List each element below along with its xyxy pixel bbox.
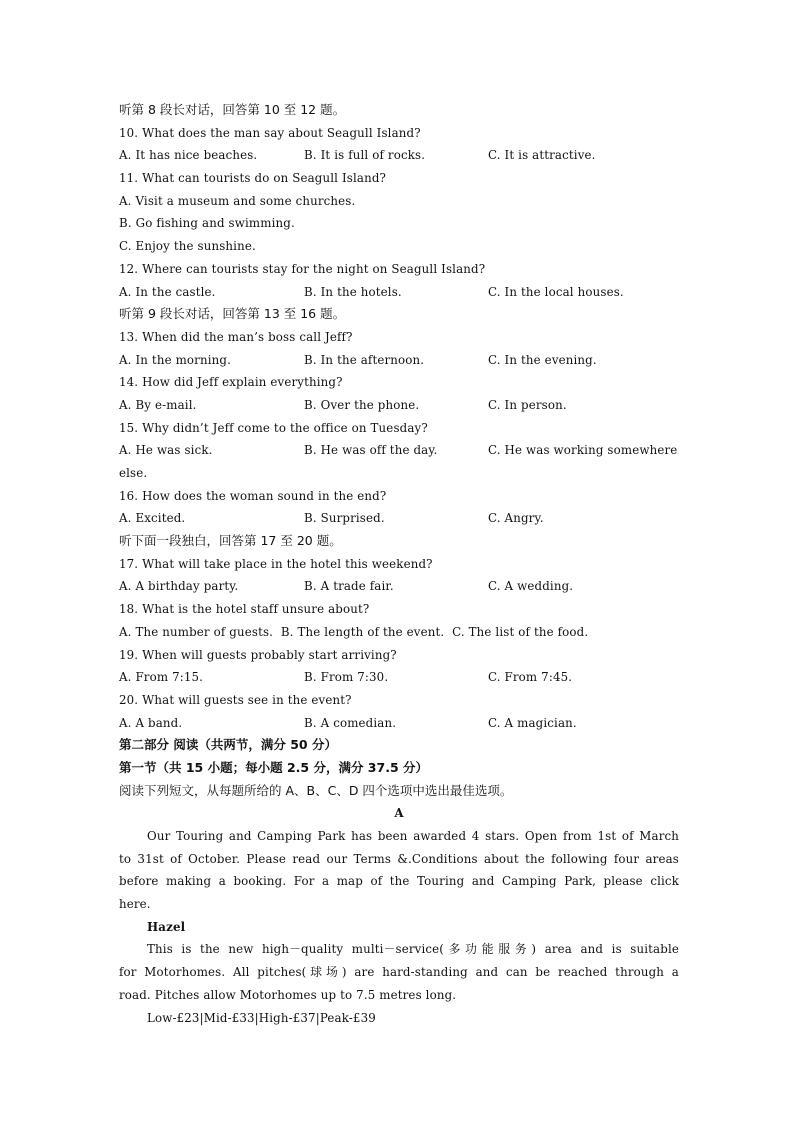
instruction-text: 阅读下列短文，从每题所给的 A、B、C、D 四个选项中选出最佳选项。 (119, 782, 513, 798)
options-row: A. The number of guests. B. The length of the event. C. The list of the food. (119, 624, 589, 639)
option-c: C. In the evening. (488, 352, 597, 367)
option-c: C. A wedding. (488, 579, 574, 594)
option-b: B. A trade fair. (304, 579, 394, 594)
option-b: B. A comedian. (304, 715, 397, 730)
question-stem: 17. What will take place in the hotel this weekend? (119, 556, 433, 571)
paragraph-line: for Motorhomes. All pitches(球场) are hard-standing and can be reached through a (119, 965, 679, 980)
section-header: 听第 9 段长对话，回答第 13 至 16 题。 (119, 306, 346, 322)
question-stem: 11. What can tourists do on Seagull Island? (119, 171, 387, 186)
option-c: C. Enjoy the sunshine. (119, 239, 256, 254)
options-row (119, 507, 679, 530)
question-stem: 16. How does the woman sound in the end? (119, 488, 387, 503)
question-stem: 20. What will guests see in the event? (119, 692, 352, 707)
paragraph-line: here. (119, 897, 151, 912)
options-row (119, 394, 679, 417)
paragraph-line: to 31st of October. Please read our Terms &.Conditions about the following four areas (119, 851, 679, 866)
option-b: B. He was off the day. (304, 443, 438, 458)
question-stem: 19. When will guests probably start arriving? (119, 647, 397, 662)
option-a: A. From 7:15. (119, 670, 204, 685)
options-row (119, 712, 679, 735)
document-page (119, 99, 679, 1029)
option-b: B. In the afternoon. (304, 352, 425, 367)
option-b: B. From 7:30. (304, 670, 389, 685)
options-row (119, 439, 679, 462)
part-title: 第二部分 阅读（共两节，满分 50 分） (119, 737, 337, 753)
option-c: C. Angry. (488, 511, 544, 526)
options-row (119, 144, 679, 167)
option-c: C. It is attractive. (488, 148, 596, 163)
option-a: A. He was sick. (119, 443, 213, 458)
option-c: C. He was working somewhere (488, 443, 678, 458)
question-stem: 15. Why didn’t Jeff come to the office on Tuesday? (119, 420, 428, 435)
paragraph-line: Our Touring and Camping Park has been awarded 4 stars. Open from 1st of March (147, 829, 679, 843)
options-row (119, 575, 679, 598)
option-a: A. It has nice beaches. (119, 148, 258, 163)
option-b: B. Over the phone. (304, 397, 420, 412)
option-b: B. Go fishing and swimming. (119, 216, 295, 231)
section-title: 第一节（共 15 小题；每小题 2.5 分，满分 37.5 分） (119, 759, 428, 775)
option-a: A. Visit a museum and some churches. (119, 193, 356, 208)
question-stem: 10. What does the man say about Seagull Island? (119, 125, 421, 140)
option-b: B. It is full of rocks. (304, 148, 426, 163)
option-a: A. A band. (119, 715, 183, 730)
option-a: A. Excited. (119, 511, 186, 526)
question-stem: 13. When did the man’s boss call Jeff? (119, 329, 353, 344)
options-row (119, 281, 679, 304)
question-stem: 18. What is the hotel staff unsure about? (119, 602, 370, 617)
option-c: C. A magician. (488, 715, 577, 730)
option-c-continued: else. (119, 466, 148, 480)
question-stem: 14. How did Jeff explain everything? (119, 375, 343, 390)
option-a: A. A birthday party. (119, 579, 239, 594)
area-title: Hazel (147, 919, 186, 934)
option-a: A. In the morning. (119, 352, 231, 367)
price-list: Low-£23|Mid-£33|High-£37|Peak-£39 (147, 1010, 376, 1025)
option-b: B. Surprised. (304, 511, 385, 526)
question-stem: 12. Where can tourists stay for the night on Seagull Island? (119, 261, 486, 276)
options-row (119, 349, 679, 372)
option-c: C. From 7:45. (488, 670, 573, 685)
option-c: C. In the local houses. (488, 284, 624, 299)
section-header: 听第 8 段长对话，回答第 10 至 12 题。 (119, 102, 346, 117)
passage-label: A (394, 806, 404, 821)
options-row (119, 666, 679, 689)
section-header: 听下面一段独白，回答第 17 至 20 题。 (119, 533, 342, 549)
option-a: A. In the castle. (119, 284, 216, 299)
option-a: A. By e-mail. (119, 397, 197, 412)
paragraph-line: road. Pitches allow Motorhomes up to 7.5 metres long. (119, 987, 457, 1002)
paragraph-line: before making a booking. For a map of the Touring and Camping Park, please click (119, 874, 679, 889)
paragraph-line: This is the new high－quality multi－service(多功能服务) area and is suitable (147, 942, 679, 957)
option-c: C. In person. (488, 397, 567, 412)
option-b: B. In the hotels. (304, 284, 402, 299)
